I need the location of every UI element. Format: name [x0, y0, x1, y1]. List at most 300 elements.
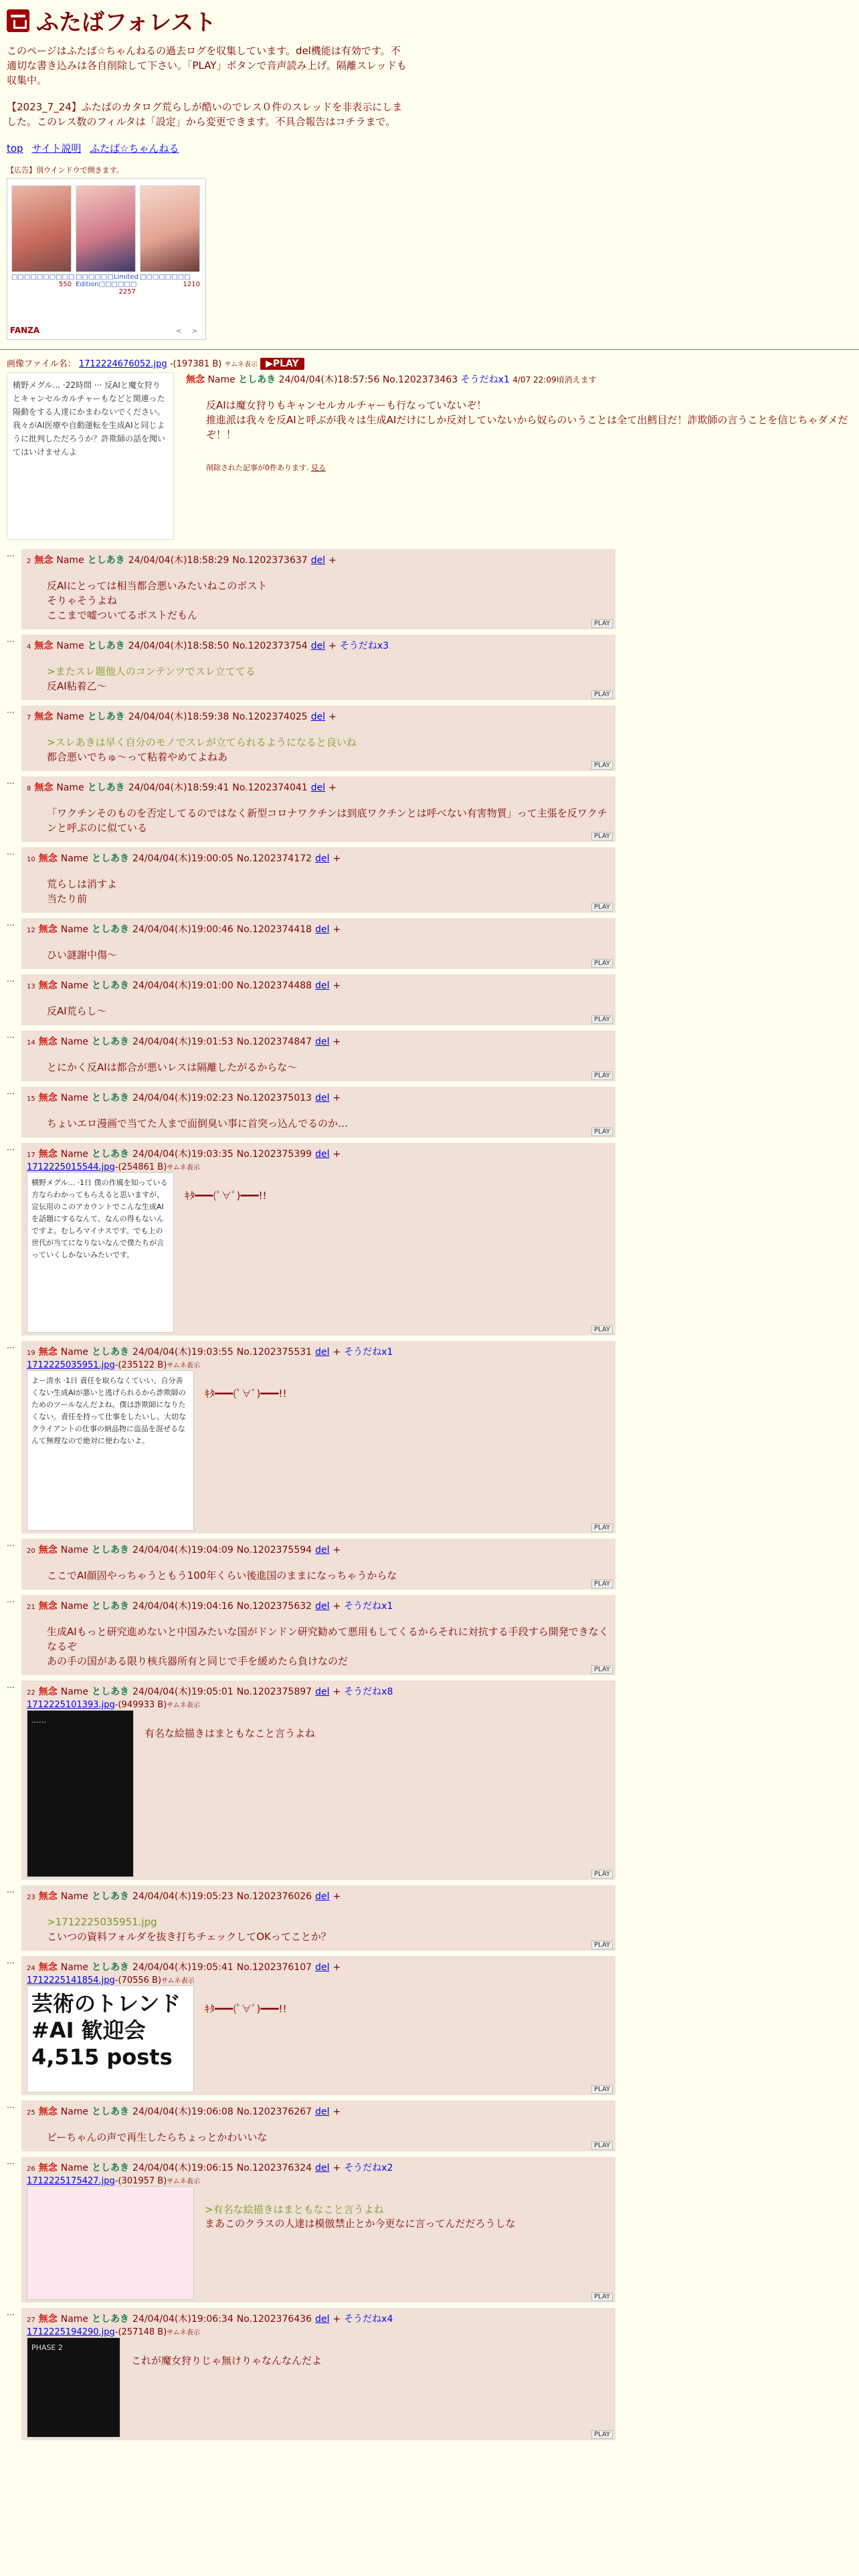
message-line: あの手の国がある限り核兵器所有と同じで手を緩めたら負けなのだ	[47, 1655, 349, 1667]
intro-paragraph-2: 【2023_7_24】ふたばのカタログ荒らしが酷いのでレス０件のスレッドを非表示にしました。このレス数のフィルタは「設定」から変更できます。不具合報告はコチラまで。	[7, 101, 403, 128]
post-datetime: 24/04/04(木)18:59:38	[128, 712, 229, 722]
reply-index: 20	[27, 1547, 35, 1555]
subject: 無念	[38, 2314, 58, 2325]
sodane-plus-button[interactable]: +	[332, 1037, 341, 1047]
subject: 無念	[38, 1962, 58, 1973]
sodane-plus-button[interactable]: +	[332, 1891, 341, 1902]
thumb-toggle[interactable]: サムネ表示	[167, 1702, 200, 1709]
sodane-plus-button[interactable]: +	[332, 1347, 341, 1358]
reply-menu-icon[interactable]: …	[7, 635, 15, 644]
post-number[interactable]: No.1202374025	[232, 712, 308, 722]
reply-play-button[interactable]: PLAY	[591, 2141, 613, 2150]
op-file-link[interactable]: 1712224676052.jpg	[78, 359, 167, 369]
sodane-plus-button[interactable]: +	[328, 782, 337, 793]
reply-file-link[interactable]: 1712225035951.jpg	[27, 1360, 115, 1370]
post-number[interactable]: No.1202375531	[236, 1347, 312, 1358]
del-link[interactable]: del	[315, 1347, 330, 1358]
name-label: Name	[60, 1149, 89, 1160]
poster-name: としあき	[92, 1093, 130, 1103]
subject: 無念	[38, 1149, 58, 1160]
reply-message	[27, 992, 610, 1023]
reply-index: 17	[27, 1152, 35, 1159]
thumb-toggle[interactable]: サムネ表示	[167, 1362, 200, 1370]
message-line: 反AIは魔女狩りもキャンセルカルチャーも行なっていないぞ！	[206, 399, 487, 411]
reply-menu-icon[interactable]: …	[7, 2308, 15, 2317]
sodane-plus-button[interactable]: +	[332, 2107, 341, 2117]
name-label: Name	[207, 374, 235, 385]
del-link[interactable]: del	[315, 980, 330, 991]
reply-play-button[interactable]: PLAY	[591, 2085, 613, 2094]
deleted-view-link[interactable]: 見る	[311, 463, 326, 472]
reply-menu-icon[interactable]: …	[7, 2157, 15, 2166]
reply-list	[0, 549, 859, 2440]
name-label: Name	[60, 1687, 89, 1697]
reply-row	[0, 2157, 615, 2302]
reply-menu-icon[interactable]: …	[7, 1885, 15, 1895]
reply-post	[21, 2157, 615, 2302]
ad-price: 2257	[118, 288, 136, 296]
message-line: 当たり前	[47, 893, 88, 905]
post-number[interactable]: No.1202375594	[236, 1545, 312, 1555]
del-link[interactable]: del	[315, 2163, 330, 2173]
reply-file-line	[27, 2327, 610, 2337]
reply-file-size: -(235122 B)	[114, 1360, 167, 1370]
poster-name: としあき	[92, 1962, 130, 1973]
reply-message	[27, 2118, 610, 2149]
reply-row	[0, 1885, 615, 1951]
name-label: Name	[56, 712, 84, 722]
reply-post	[21, 635, 615, 700]
sodane-count[interactable]: そうだねx4	[344, 2314, 393, 2325]
message-line: 生成AIもっと研究進めないと中国みたいな国がドンドン研究勧めて悪用もしてくるからそれに対抗する手段すら開発できなくなるぞ	[47, 1626, 609, 1652]
reply-menu-icon[interactable]: …	[7, 549, 15, 558]
reply-message	[27, 652, 610, 697]
reply-post	[21, 847, 615, 913]
poster-name: としあき	[92, 1149, 130, 1160]
reply-meta	[27, 1889, 610, 1903]
post-number[interactable]: No.1202376267	[236, 2107, 312, 2117]
thumb-toggle[interactable]: サムネ表示	[167, 1164, 200, 1172]
subject: 無念	[38, 1687, 58, 1697]
reply-menu-icon[interactable]: …	[7, 2101, 15, 2110]
reply-meta	[27, 978, 610, 992]
site-intro	[7, 43, 408, 129]
reply-file-size: -(254861 B)	[114, 1162, 167, 1172]
sodane-count[interactable]: そうだねx8	[344, 1687, 393, 1697]
post-number[interactable]: No.1202373463	[382, 374, 458, 385]
reply-meta	[27, 1147, 610, 1160]
reply-play-button[interactable]: PLAY	[591, 1071, 613, 1080]
reply-menu-icon[interactable]: …	[7, 974, 15, 984]
sodane-plus-button[interactable]: +	[332, 2163, 341, 2173]
reply-row	[0, 706, 615, 771]
sodane-plus-button[interactable]: +	[332, 853, 341, 864]
reply-message	[27, 936, 610, 966]
reply-post	[21, 2101, 615, 2151]
reply-message	[27, 1048, 610, 1079]
op-content	[186, 372, 859, 540]
del-link[interactable]: del	[315, 924, 330, 935]
message-line: こいつの資料フォルダを抜き打ちチェックしてOKってことか？	[47, 1931, 331, 1943]
reply-menu-icon[interactable]: …	[7, 776, 15, 786]
reply-play-button[interactable]: PLAY	[591, 1015, 613, 1024]
del-link[interactable]: del	[315, 2314, 330, 2325]
name-label: Name	[56, 641, 84, 651]
op-thumbnail[interactable]: 横野メグル... ·22時間 ··· 反AIと魔女狩りとキャンセルカルチャーもなどと関連った陽動をする人達にかまわないでください。我々がAI医療や自動運転を生成AIと同じように批判しただろうか？許欺師の話を聞いてはいけませんよ	[7, 372, 174, 540]
reply-play-button[interactable]: PLAY	[591, 690, 613, 699]
post-number[interactable]: No.1202375399	[236, 1149, 312, 1160]
reply-row	[0, 635, 615, 700]
reply-file-line	[27, 1699, 610, 1710]
site-logo-icon	[7, 9, 29, 32]
reply-index: 2	[27, 558, 31, 565]
ad-caption[interactable]: □□□□□□□□	[140, 274, 191, 281]
post-number[interactable]: No.1202374418	[236, 924, 312, 935]
quote-line: >スレあきは早く自分のモノでスレが立てられるようになると良いね	[47, 736, 357, 748]
sodane-count[interactable]: そうだねx1	[344, 1347, 393, 1358]
file-label: 画像ファイル名：	[7, 359, 76, 369]
post-datetime: 24/04/04(木)19:05:41	[132, 1962, 233, 1973]
del-link[interactable]: del	[310, 782, 326, 793]
sodane-plus-button[interactable]: +	[332, 2314, 341, 2325]
sodane-plus-button[interactable]: +	[332, 1545, 341, 1555]
del-link[interactable]: del	[315, 1545, 330, 1555]
reply-file-line	[27, 1360, 610, 1370]
subject: 無念	[38, 1601, 58, 1612]
reply-menu-icon[interactable]: …	[7, 1681, 15, 1690]
name-label: Name	[60, 1545, 89, 1555]
ad-price: 550	[58, 281, 72, 288]
reply-row	[0, 1956, 615, 2095]
reply-play-button[interactable]: PLAY	[591, 903, 613, 911]
reply-menu-icon[interactable]: …	[7, 847, 15, 857]
del-link[interactable]: del	[310, 712, 326, 722]
reply-meta	[27, 639, 610, 652]
del-link[interactable]: del	[315, 1891, 330, 1902]
message-line: まあこのクラスの人達は模倣禁止とか今更なに言ってんだだろうしな	[205, 2218, 516, 2230]
reply-meta	[27, 1599, 610, 1612]
ad-item[interactable]	[140, 185, 200, 288]
reply-row	[0, 2308, 615, 2440]
intro-paragraph-1: このページはふたば☆ちゃんねるの過去ログを収集しています。del機能は有効です。不適切な書き込みは各自削除して下さい。「PLAY」ボタンで音声読み上げ。隔離スレッドも収集中。	[7, 45, 407, 86]
thumb-toggle[interactable]: サムネ表示	[161, 1977, 195, 1985]
reply-meta	[27, 1345, 610, 1358]
reply-message	[205, 2202, 516, 2230]
site-title: ふたばフォレスト	[36, 9, 217, 36]
subject: 無念	[38, 1545, 58, 1555]
reply-menu-icon[interactable]: …	[7, 1031, 15, 1040]
del-link[interactable]: del	[315, 1093, 330, 1103]
reply-row	[0, 1595, 615, 1675]
ad-image[interactable]	[11, 185, 72, 272]
reply-menu-icon[interactable]: …	[7, 918, 15, 928]
post-datetime: 24/04/04(木)18:59:41	[128, 782, 229, 793]
reply-index: 19	[27, 1350, 35, 1357]
expire-note: 4/07 22:09頃消えます	[512, 375, 597, 385]
poster-name: としあき	[87, 782, 125, 793]
sodane-plus-button[interactable]: +	[332, 980, 341, 991]
name-label: Name	[60, 980, 89, 991]
message-line: 「ワクチンそのものを否定してるのではなく新型コロナワクチンは到底ワクチンとは呼べない有害物質」って主張を反ワクチンと呼ぶのに似ている	[47, 807, 607, 834]
reply-row	[0, 776, 615, 842]
post-number[interactable]: No.1202373637	[232, 555, 308, 566]
reply-file-link[interactable]: 1712225175427.jpg	[27, 2176, 115, 2186]
reply-menu-icon[interactable]: …	[7, 1087, 15, 1096]
sodane-plus-button[interactable]: +	[332, 1687, 341, 1697]
ad-image[interactable]	[140, 185, 200, 272]
post-number[interactable]: No.1202376324	[236, 2163, 312, 2173]
reply-thumbnail[interactable]: よー清水 ·1日 責任を取らなくていい、自分善くない生成AIが悪いと逃げられるから詐欺師のためのツールなんだよね。僕は詐欺師になりたくない。責任を持って仕事をしたいし、大切なクライアントの仕事の納品物に盗品を混ぜるなんて無理なので絶対に使わないよ。	[27, 1370, 194, 1531]
post-datetime: 24/04/04(木)19:00:05	[132, 853, 233, 864]
subject: 無念	[38, 1347, 58, 1358]
post-number[interactable]: No.1202373754	[232, 641, 308, 651]
reply-index: 15	[27, 1095, 35, 1103]
ad-image[interactable]	[76, 185, 136, 272]
reply-index: 26	[27, 2165, 35, 2173]
reply-menu-icon[interactable]: …	[7, 1595, 15, 1604]
reply-play-button[interactable]: PLAY	[591, 1580, 613, 1588]
message-line: ｷﾀ━━━(ﾟ∀ﾟ)━━━!!	[205, 2003, 287, 2015]
reply-index: 8	[27, 785, 31, 792]
reply-play-button[interactable]: PLAY	[591, 619, 613, 628]
post-number[interactable]: No.1202375897	[236, 1687, 312, 1697]
del-link[interactable]: del	[315, 853, 330, 864]
message-line: 反AIにとっては相当都合悪いみたいねこのポスト	[47, 580, 268, 592]
reply-play-button[interactable]: PLAY	[591, 1128, 613, 1136]
del-link[interactable]: del	[310, 641, 326, 651]
subject: 無念	[38, 2107, 58, 2117]
link-site-description[interactable]: サイト説明	[31, 142, 82, 154]
name-label: Name	[60, 1037, 89, 1047]
post-number[interactable]: No.1202376107	[236, 1962, 312, 1973]
name-label: Name	[60, 1601, 89, 1612]
subject: 無念	[34, 641, 54, 651]
ad-caption[interactable]: □□□□□□Limited Edition□□□□□□	[76, 274, 138, 288]
reply-menu-icon[interactable]: …	[7, 1539, 15, 1548]
sodane-plus-button[interactable]: +	[332, 1093, 341, 1103]
reply-row	[0, 1143, 615, 1335]
op-post	[0, 356, 859, 540]
post-number[interactable]: No.1202375013	[236, 1093, 312, 1103]
reply-post	[21, 1956, 615, 2095]
reply-thumbnail[interactable]: PHASE 2	[27, 2337, 120, 2438]
op-file-size: -(197381 B)	[169, 359, 222, 369]
name-label: Name	[60, 2163, 89, 2173]
reply-index: 12	[27, 927, 35, 934]
reply-thumbnail[interactable]	[27, 2186, 194, 2300]
ad-banner[interactable]	[7, 178, 206, 340]
reply-row	[0, 847, 615, 913]
reply-meta	[27, 2161, 610, 2174]
reply-file-link[interactable]: 1712225101393.jpg	[27, 1700, 115, 1710]
post-datetime: 24/04/04(木)18:58:29	[128, 555, 229, 566]
reply-menu-icon[interactable]: …	[7, 1956, 15, 1965]
post-number[interactable]: No.1202374172	[236, 853, 312, 864]
reply-play-button[interactable]: PLAY	[591, 2292, 613, 2301]
subject: 無念	[38, 924, 58, 935]
sodane-plus-button[interactable]: +	[328, 555, 337, 566]
reply-meta	[27, 2312, 610, 2325]
sodane-button[interactable]: そうだねx1	[460, 374, 510, 385]
poster-name: としあき	[92, 1891, 130, 1902]
reply-message	[27, 1903, 610, 1948]
reply-message	[27, 1104, 610, 1135]
name-label: Name	[60, 2107, 89, 2117]
post-datetime: 24/04/04(木)19:05:23	[132, 1891, 233, 1902]
reply-menu-icon[interactable]: …	[7, 706, 15, 715]
reply-play-button[interactable]: PLAY	[591, 1523, 613, 1532]
poster-name: としあき	[92, 924, 130, 935]
thumb-toggle[interactable]: サムネ表示	[224, 361, 258, 368]
reply-play-button[interactable]: PLAY	[591, 1325, 613, 1334]
sodane-count[interactable]: そうだねx1	[344, 1601, 393, 1612]
name-label: Name	[60, 1347, 89, 1358]
thumb-toggle[interactable]: サムネ表示	[167, 2178, 200, 2185]
reply-play-button[interactable]: PLAY	[591, 832, 613, 841]
reply-post	[21, 1143, 615, 1335]
reply-play-button[interactable]: PLAY	[591, 761, 613, 770]
reply-file-link[interactable]: 1712225141854.jpg	[27, 1975, 115, 1985]
reply-message	[27, 723, 610, 768]
message-line: 都合悪いでちゅ〜って粘着やめてよねあ	[47, 751, 228, 763]
sodane-count[interactable]: そうだねx2	[344, 2163, 393, 2173]
name-label: Name	[60, 2314, 89, 2325]
name-label: Name	[60, 1891, 89, 1902]
ad-nav-arrows[interactable]: < >	[176, 328, 201, 335]
reply-play-button[interactable]: PLAY	[591, 1665, 613, 1674]
sodane-plus-button[interactable]: +	[332, 1149, 341, 1160]
reply-meta	[27, 851, 610, 865]
message-line: これが魔女狩りじゃ無けりゃなんなんだよ	[131, 2355, 322, 2367]
ad-item[interactable]	[11, 185, 75, 288]
reply-thumbnail[interactable]: ……	[27, 1710, 134, 1877]
post-datetime: 24/04/04(木)19:03:55	[132, 1347, 233, 1358]
poster-name: としあき	[92, 1687, 130, 1697]
reply-message	[131, 2353, 322, 2367]
del-link[interactable]: del	[315, 1037, 330, 1047]
del-link[interactable]: del	[315, 1149, 330, 1160]
sodane-count[interactable]: そうだねx3	[339, 641, 389, 651]
reply-index: 24	[27, 1965, 35, 1972]
reply-thumbnail[interactable]: 横野メグル... ·1日 僕の作風を知っている方ならわかってもらえると思いますが、宣伝用のこのアカウントでこんな生成AIを話題にするなんて、なんの得もないんですよ。むしろマイナスです。でも上の世代が当てになりないなんで僕たちが言っていくしかないみたいです。	[27, 1172, 174, 1333]
post-number[interactable]: No.1202375632	[236, 1601, 312, 1612]
reply-play-button[interactable]: PLAY	[591, 1941, 613, 1949]
post-datetime: 24/04/04(木)19:01:00	[132, 980, 233, 991]
sodane-plus-button[interactable]: +	[328, 641, 337, 651]
name-label: Name	[56, 555, 84, 566]
reply-menu-icon[interactable]: …	[7, 1341, 15, 1350]
message-line: 反AI荒らし〜	[47, 1005, 107, 1017]
poster-name: としあき	[87, 641, 125, 651]
reply-row	[0, 918, 615, 969]
reply-meta	[27, 553, 610, 566]
reply-file-line	[27, 1162, 610, 1172]
ad-item[interactable]	[76, 185, 136, 296]
poster-name: としあき	[92, 1037, 130, 1047]
deleted-count: 削除された記事が0件あります.	[206, 463, 309, 472]
name-label: Name	[60, 924, 89, 935]
reply-post	[21, 1539, 615, 1590]
reply-play-button[interactable]: PLAY	[591, 1870, 613, 1879]
reply-thumbnail[interactable]: 芸術のトレンド #AI 歓迎会 4,515 posts	[27, 1985, 194, 2092]
message-line: ｷﾀ━━━(ﾟ∀ﾟ)━━━!!	[205, 1388, 287, 1400]
del-link[interactable]: del	[315, 1687, 330, 1697]
op-play-button[interactable]: ▶PLAY	[260, 358, 304, 370]
reply-play-button[interactable]: PLAY	[591, 2430, 613, 2439]
post-number[interactable]: No.1202374041	[232, 782, 308, 793]
post-datetime: 24/04/04(木)19:06:08	[132, 2107, 233, 2117]
sodane-plus-button[interactable]: +	[332, 1962, 341, 1973]
poster-name: としあき	[92, 853, 130, 864]
ad-brand-logo: FANZA	[10, 326, 40, 335]
reply-message	[205, 2002, 287, 2016]
quote-line: >有名な絵描きはまともなこと言うよね	[205, 2204, 384, 2216]
op-file-line	[7, 356, 859, 370]
reply-play-button[interactable]: PLAY	[591, 959, 613, 968]
reply-message	[27, 1556, 610, 1587]
message-line: 有名な絵描きはまともなこと言うよね	[145, 1727, 316, 1739]
thumb-toggle[interactable]: サムネ表示	[167, 2329, 200, 2337]
post-number[interactable]: No.1202374847	[236, 1037, 312, 1047]
del-link[interactable]: del	[315, 1962, 330, 1973]
subject: 無念	[38, 980, 58, 991]
post-number[interactable]: No.1202376436	[236, 2314, 312, 2325]
reply-meta	[27, 710, 610, 723]
reply-meta	[27, 1543, 610, 1556]
subject: 無念	[186, 374, 205, 385]
reply-row	[0, 974, 615, 1025]
ad-caption[interactable]: □□□□□□□□□□	[11, 274, 75, 281]
reply-row	[0, 1539, 615, 1590]
subject: 無念	[34, 782, 54, 793]
reply-meta	[27, 1091, 610, 1104]
op-message	[186, 386, 859, 479]
reply-post	[21, 918, 615, 969]
message-line: ピーちゃんの声で再生したらちょっとかわいいな	[47, 2131, 268, 2143]
message-line: ここまで嘘ついてるポストだもん	[47, 609, 198, 621]
poster-name: としあき	[92, 1347, 130, 1358]
link-futaba[interactable]: ふたば☆ちゃんねる	[90, 142, 179, 154]
sodane-plus-button[interactable]: +	[328, 712, 337, 722]
link-top[interactable]: top	[7, 142, 23, 154]
subject: 無念	[34, 555, 54, 566]
reply-file-link[interactable]: 1712225015544.jpg	[27, 1162, 115, 1172]
op-meta	[186, 372, 859, 386]
message-line: 荒らしは消すよ	[47, 878, 118, 890]
reply-post	[21, 2308, 615, 2440]
reply-meta	[27, 2105, 610, 2118]
del-link[interactable]: del	[315, 1601, 330, 1612]
post-number[interactable]: No.1202376026	[236, 1891, 312, 1902]
divider	[0, 349, 859, 350]
reply-file-link[interactable]: 1712225194290.jpg	[27, 2327, 115, 2337]
del-link[interactable]: del	[315, 2107, 330, 2117]
ad-label: 【広告】別ウインドウで開きます。	[7, 166, 124, 175]
reply-row	[0, 1031, 615, 1081]
sodane-plus-button[interactable]: +	[332, 1601, 341, 1612]
name-label: Name	[60, 853, 89, 864]
message-line: ちょいエロ漫画で当てた人まで面倒臭い事に首突っ込んでるのか…	[47, 1117, 349, 1130]
reply-meta	[27, 1960, 610, 1973]
poster-name: としあき	[87, 712, 125, 722]
del-link[interactable]: del	[310, 555, 326, 566]
post-number[interactable]: No.1202374488	[236, 980, 312, 991]
reply-file-line	[27, 1975, 610, 1985]
sodane-plus-button[interactable]: +	[332, 924, 341, 935]
reply-menu-icon[interactable]: …	[7, 1143, 15, 1152]
reply-index: 22	[27, 1689, 35, 1697]
reply-row	[0, 549, 615, 629]
